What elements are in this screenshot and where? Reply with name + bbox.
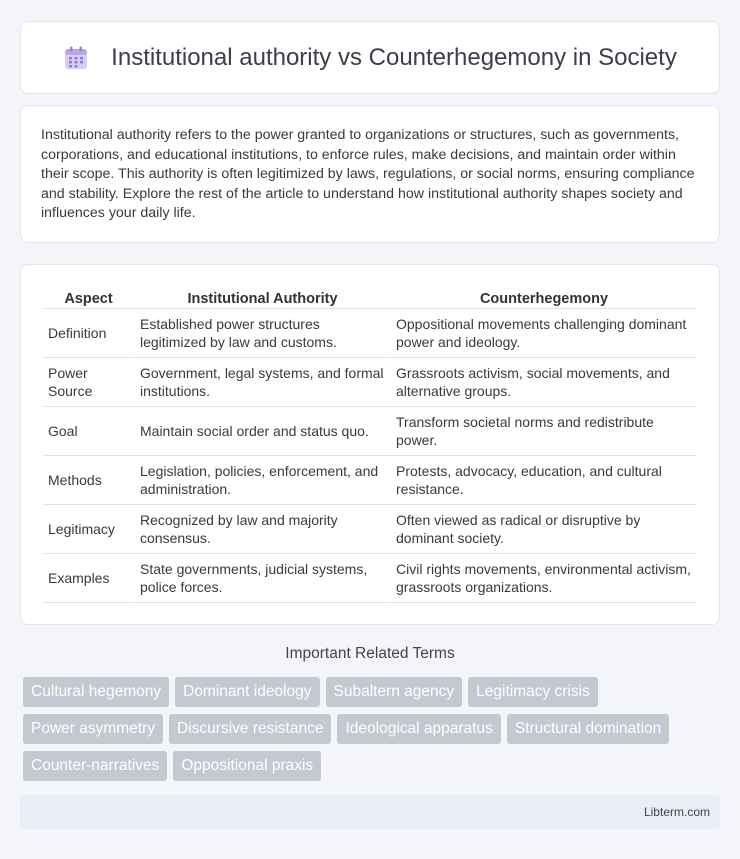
intro-paragraph: Institutional authority refers to the power granted to organizations or structures, such as governments, corporations, and educational institutions, to enforce rules, make decisions, and maintain order within their scope. This authority is often legitimized by laws, regulations, or social norms, ensuring compliance and stability. Explore the rest of the article to understand how institutional authority shapes society and influences your daily life.: [41, 127, 695, 221]
related-terms-list: [23, 677, 723, 788]
table-row: [43, 505, 697, 554]
related-term-tag[interactable]: Ideological apparatus: [337, 714, 500, 744]
footer: [20, 795, 720, 829]
cell-counterhegemony: Transform societal norms and redistribute power.: [391, 407, 697, 456]
header-aspect: Aspect: [43, 285, 135, 309]
cell-counterhegemony: Grassroots activism, social movements, and alternative groups.: [391, 358, 697, 407]
cell-institutional: State governments, judicial systems, police forces.: [135, 554, 391, 603]
table-row: [43, 358, 697, 407]
table-header-row: [43, 285, 697, 309]
cell-institutional: Legislation, policies, enforcement, and administration.: [135, 456, 391, 505]
cell-aspect: Goal: [43, 407, 135, 456]
table-row: [43, 456, 697, 505]
cell-institutional: Established power structures legitimized by law and customs.: [135, 309, 391, 358]
header-card: [20, 21, 720, 94]
related-terms-title: Important Related Terms: [285, 645, 455, 662]
page-title: Institutional authority vs Counterhegemony in Society: [111, 43, 677, 71]
cell-institutional: Recognized by law and majority consensus.: [135, 505, 391, 554]
related-term-tag[interactable]: Oppositional praxis: [173, 751, 321, 781]
comparison-table: [43, 285, 697, 603]
cell-institutional: Maintain social order and status quo.: [135, 407, 391, 456]
calendar-icon: [63, 45, 89, 71]
cell-institutional: Government, legal systems, and formal institutions.: [135, 358, 391, 407]
header-institutional: Institutional Authority: [135, 285, 391, 309]
cell-aspect: Legitimacy: [43, 505, 135, 554]
cell-aspect: Examples: [43, 554, 135, 603]
related-term-tag[interactable]: Counter-narratives: [23, 751, 167, 781]
cell-counterhegemony: Often viewed as radical or disruptive by dominant society.: [391, 505, 697, 554]
related-term-tag[interactable]: Cultural hegemony: [23, 677, 169, 707]
footer-site[interactable]: Libterm.com: [643, 805, 710, 819]
header-counterhegemony: Counterhegemony: [391, 285, 697, 309]
tag-row: [23, 714, 723, 744]
related-term-tag[interactable]: Legitimacy crisis: [468, 677, 598, 707]
intro-card: [20, 105, 720, 243]
table-row: [43, 554, 697, 603]
related-term-tag[interactable]: Subaltern agency: [326, 677, 463, 707]
cell-counterhegemony: Oppositional movements challenging dominant power and ideology.: [391, 309, 697, 358]
related-term-tag[interactable]: Discursive resistance: [169, 714, 331, 744]
cell-counterhegemony: Protests, advocacy, education, and cultural resistance.: [391, 456, 697, 505]
comparison-card: [20, 264, 720, 625]
cell-aspect: Power Source: [43, 358, 135, 407]
table-row: [43, 309, 697, 358]
related-term-tag[interactable]: Dominant ideology: [175, 677, 319, 707]
cell-counterhegemony: Civil rights movements, environmental activism, grassroots organizations.: [391, 554, 697, 603]
related-term-tag[interactable]: Structural domination: [507, 714, 669, 744]
tag-row: [23, 751, 723, 781]
related-term-tag[interactable]: Power asymmetry: [23, 714, 163, 744]
cell-aspect: Methods: [43, 456, 135, 505]
cell-aspect: Definition: [43, 309, 135, 358]
table-row: [43, 407, 697, 456]
tag-row: [23, 677, 723, 707]
